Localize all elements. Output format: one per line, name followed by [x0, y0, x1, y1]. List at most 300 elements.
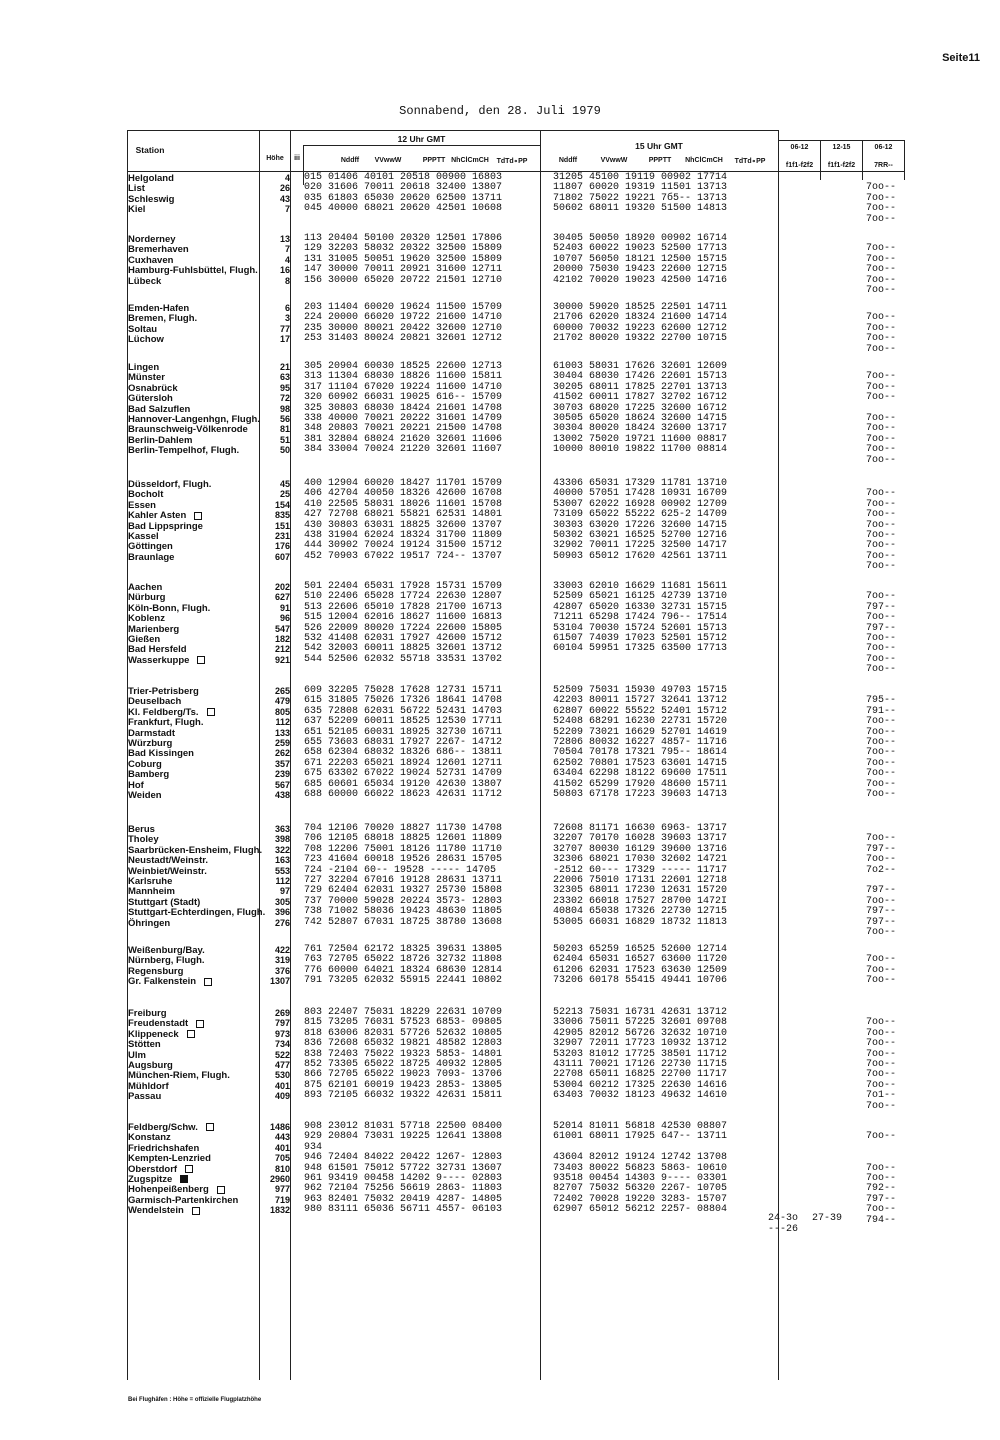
extra-code: 7oo-- — [866, 454, 897, 466]
obs-15utc: 23302 66018 17527 28700 1472I — [553, 895, 728, 907]
station-height: 530 — [274, 1070, 290, 1081]
station-label: Gütersloh — [128, 393, 173, 405]
station-marker-icon — [217, 1186, 225, 1194]
station-name — [128, 334, 164, 345]
obs-15utc: 62907 65012 56212 2257- 08804 — [553, 1204, 728, 1216]
station-label: Berus — [128, 824, 155, 835]
station-label: Kl. Feldberg/Ts. — [128, 706, 199, 718]
extra-code: 7oo-- — [866, 591, 897, 603]
obs-15utc: 32207 70170 16028 39603 13717 — [553, 833, 728, 845]
station-name — [128, 717, 203, 728]
obs-12utc: 313 11304 68030 18826 11600 15811 — [304, 371, 503, 383]
station-name — [128, 1070, 230, 1081]
extra-code: 7oo-- — [866, 768, 897, 780]
station-name — [128, 255, 173, 266]
obs-15utc: 72608 81171 16630 6963- 13717 — [553, 823, 728, 834]
obs-15utc: 73206 60178 55415 49441 10706 — [553, 975, 728, 987]
station-name — [128, 531, 159, 542]
extra-value-c: ---26 — [768, 1224, 799, 1235]
station-name — [128, 945, 205, 956]
station-name — [128, 194, 174, 205]
obs-12utc: 655 73603 68031 17927 2267- 14712 — [304, 737, 503, 748]
obs-12utc: 791 73205 62032 55915 22441 10802 — [304, 975, 503, 987]
station-label: Bamberg — [128, 769, 170, 781]
station-label: Öhringen — [128, 917, 171, 929]
station-label: Friedrichshafen — [128, 1142, 200, 1154]
station-height: 4 — [284, 254, 290, 265]
header-12-vvwww: VVwwW — [374, 157, 402, 164]
obs-12utc: 963 82401 75032 20419 4287- 14805 — [304, 1193, 503, 1205]
station-label: Norderney — [128, 234, 176, 245]
station-name — [128, 592, 165, 603]
station-label: Freudenstadt — [128, 1018, 189, 1030]
extra-code: 797-- — [866, 843, 897, 855]
obs-15utc: 72402 70028 19220 3283- 15707 — [553, 1193, 728, 1205]
station-marker-icon — [187, 1030, 195, 1038]
extra-code: 7oo-- — [866, 1100, 897, 1112]
station-label: Cuxhaven — [128, 254, 174, 266]
extra-code: 7oo-- — [866, 413, 897, 424]
obs-15utc: 70504 70178 17321 795-- 18614 — [553, 747, 728, 759]
obs-12utc: 224 20000 66020 19722 21600 14710 — [304, 312, 503, 324]
station-height: 51 — [279, 434, 290, 445]
obs-12utc: 430 30803 63031 18825 32600 13707 — [304, 519, 503, 531]
station-label: Oberstdorf — [128, 1163, 178, 1175]
obs-15utc: 73109 65022 55222 625-2 14709 — [553, 509, 728, 521]
extra-code: 797-- — [866, 1193, 897, 1205]
obs-12utc: 131 31005 50051 19620 32500 15809 — [304, 253, 503, 265]
station-label: Osnabrück — [128, 382, 178, 394]
extra-code: 7oo-- — [866, 371, 897, 383]
station-name — [128, 500, 156, 511]
station-height: 182 — [274, 634, 290, 644]
station-height: 163 — [274, 855, 290, 866]
station-height: 63 — [279, 372, 290, 383]
obs-15utc: 62807 60022 55522 52401 15712 — [553, 705, 728, 717]
station-height: 81 — [279, 424, 290, 435]
station-name — [128, 1081, 169, 1092]
station-name — [128, 1164, 193, 1175]
station-label: Klippeneck — [128, 1028, 179, 1040]
station-height: 973 — [274, 1028, 290, 1039]
obs-12utc: 305 20904 60030 18525 22600 12713 — [304, 361, 503, 372]
station-height: 269 — [274, 1008, 290, 1018]
station-label: Weißenburg/Bay. — [128, 945, 205, 956]
station-label: Hohenpeißenberg — [128, 1184, 209, 1196]
station-name — [128, 955, 205, 966]
obs-15utc: 20000 75030 19423 22600 12715 — [553, 264, 728, 276]
station-label: Wendelstein — [128, 1205, 184, 1217]
header-12-nddff: Nddff — [340, 157, 360, 164]
obs-15utc: 22006 75010 17131 22601 12718 — [553, 875, 728, 886]
obs-12utc: 803 22407 75031 18229 22631 10709 — [304, 1007, 503, 1018]
station-height: 1832 — [269, 1205, 290, 1216]
obs-12utc: 147 30000 70011 20921 31600 12711 — [304, 264, 503, 276]
extra-code: 7oo-- — [866, 954, 897, 966]
station-name — [128, 1039, 161, 1050]
obs-12utc: 532 41408 62031 17927 42600 15712 — [304, 633, 503, 644]
station-name — [128, 303, 189, 314]
station-label: Lüchow — [128, 334, 164, 346]
obs-12utc: 866 72705 65022 19023 7093- 13706 — [304, 1069, 503, 1081]
extra-code: 7oo-- — [866, 192, 897, 204]
extra-code: 7o1-- — [866, 1090, 897, 1102]
station-name — [128, 313, 197, 324]
obs-12utc: 934 — [304, 1141, 323, 1153]
obs-12utc: 129 32203 58032 20322 32500 15809 — [304, 243, 503, 255]
obs-12utc: 815 73205 76031 57523 6853- 09805 — [304, 1017, 503, 1029]
station-name — [128, 876, 172, 887]
station-name — [128, 769, 169, 780]
header-iii: iii — [294, 155, 300, 162]
station-label: Bad Hersfeld — [128, 644, 187, 656]
obs-12utc: 704 12106 70020 18827 11730 14708 — [304, 823, 503, 834]
station-name — [128, 424, 248, 435]
obs-12utc: 320 60902 66031 19025 616-- 15709 — [304, 392, 503, 404]
obs-12utc: 729 62404 62031 19327 25730 15808 — [304, 885, 503, 897]
station-height: 797 — [274, 1018, 290, 1029]
extra-col-label-1: 06-12 — [790, 144, 809, 151]
station-label: Ulm — [128, 1049, 146, 1061]
station-label: Gr. Falkenstein — [128, 976, 197, 988]
obs-12utc: 609 32205 75028 17628 12731 15711 — [304, 685, 503, 696]
extra-code: 7oo-- — [866, 312, 897, 324]
header-top-line — [127, 130, 778, 131]
header-15-tdtd: TdTd∘PP — [734, 158, 766, 165]
extra-code: 7oo-- — [866, 392, 897, 404]
station-label: Bad Kissingen — [128, 748, 194, 760]
station-name — [128, 780, 144, 791]
extra-code: 7oo-- — [866, 561, 897, 573]
station-height: 151 — [274, 520, 290, 531]
extra-col-label-3: 06-12 — [874, 144, 893, 151]
extra-sub-label-3: 7RR-- — [874, 162, 893, 169]
station-height: 77 — [279, 323, 290, 334]
station-name — [128, 521, 203, 532]
header-12-tdtd: TdTd∘PP — [496, 158, 528, 165]
station-height: 231 — [274, 531, 290, 541]
extra-col-label-2: 12-15 — [832, 144, 851, 151]
obs-15utc: 61001 68011 17925 647-- 13711 — [553, 1131, 728, 1143]
station-height: 305 — [274, 896, 290, 907]
extra-code: 7oo-- — [866, 1038, 897, 1050]
station-height: 7 — [284, 244, 290, 255]
station-name — [128, 276, 161, 287]
obs-12utc: 671 22203 65021 18924 12601 12711 — [304, 757, 503, 769]
obs-12utc: 203 11404 60020 19624 11500 15709 — [304, 302, 503, 313]
extra-value-b: 27-39 — [812, 1213, 843, 1224]
obs-15utc: 42102 70020 19023 42500 14716 — [553, 274, 728, 286]
station-height: 522 — [274, 1049, 290, 1060]
station-height: 97 — [279, 886, 290, 897]
station-name — [128, 183, 145, 194]
obs-15utc: 11807 60020 19319 11501 13713 — [553, 182, 728, 194]
obs-12utc: 513 22606 65010 17828 21700 16713 — [304, 601, 503, 613]
header-15-ppptt: PPPTT — [648, 157, 672, 164]
obs-12utc: 384 33004 70024 21220 32601 11607 — [304, 444, 503, 456]
station-label: Helgoland — [128, 173, 174, 184]
obs-12utc: 893 72105 66032 19322 42631 15811 — [304, 1090, 503, 1102]
station-label: Braunlage — [128, 551, 175, 563]
station-marker-icon — [206, 1123, 214, 1131]
station-height: 319 — [274, 955, 290, 966]
station-height: 6 — [284, 303, 290, 313]
obs-15utc: 30304 80020 18424 32600 13717 — [553, 423, 728, 435]
station-height: 98 — [279, 403, 290, 414]
extra-code: 7oo-- — [866, 964, 897, 976]
page-title: Sonnabend, den 28. Juli 1979 — [399, 104, 601, 118]
obs-15utc: 30404 68030 17426 22601 15713 — [553, 371, 728, 383]
station-height: 479 — [274, 696, 290, 707]
extra-code: 7oo-- — [866, 498, 897, 510]
obs-15utc: 61206 62031 17523 63630 12509 — [553, 964, 728, 976]
station-height: 50 — [279, 445, 290, 456]
extra-code: 7oo-- — [866, 1173, 897, 1184]
obs-12utc: 818 63006 82031 57726 52632 10805 — [304, 1027, 503, 1039]
obs-15utc: 30703 68020 17225 32600 16712 — [553, 402, 728, 414]
extra-value-a: 24-3o — [768, 1213, 799, 1224]
extra-code: 7oo-- — [866, 643, 897, 655]
extra-code: 795-- — [866, 695, 897, 707]
station-height: 239 — [274, 769, 290, 780]
station-height: 176 — [274, 541, 290, 552]
obs-12utc: 838 72403 75022 19323 5853- 14801 — [304, 1048, 503, 1060]
station-name — [128, 445, 239, 456]
obs-15utc: 52209 73021 16629 52701 14619 — [553, 726, 728, 738]
station-height: 401 — [274, 1080, 290, 1091]
station-height: 477 — [274, 1060, 290, 1070]
obs-15utc: 50203 65259 16525 52600 12714 — [553, 944, 728, 955]
obs-12utc: 852 73305 65022 18725 40932 12805 — [304, 1059, 503, 1070]
extra-code: 7oo-- — [866, 1027, 897, 1039]
station-marker-icon — [207, 708, 215, 716]
station-height: 734 — [274, 1039, 290, 1050]
station-marker-icon — [180, 1175, 188, 1183]
obs-15utc: 41502 65299 17920 48600 15711 — [553, 778, 728, 790]
station-height: 357 — [274, 758, 290, 769]
station-name — [128, 244, 189, 255]
station-label: Hamburg-Fuhlsbüttel, Flugh. — [128, 265, 258, 277]
station-name — [128, 404, 190, 415]
page-number: Seite11 — [942, 52, 980, 64]
station-height: 438 — [274, 790, 290, 800]
extra-code: 7oo-- — [866, 285, 897, 296]
station-label: Kassel — [128, 531, 159, 542]
obs-12utc: 675 63302 67022 19024 52731 14709 — [304, 768, 503, 780]
station-name — [128, 634, 160, 645]
obs-12utc: 723 41604 60018 19526 28631 15705 — [304, 854, 503, 866]
obs-12utc: 156 30000 65020 20722 21501 12710 — [304, 274, 503, 286]
extra-code: 7oo-- — [866, 182, 897, 194]
station-height: 45 — [279, 479, 290, 489]
station-label: Weinbiet/Weinstr. — [128, 865, 207, 877]
obs-12utc: 688 60000 66022 18623 42631 11712 — [304, 789, 503, 800]
extra-code: 7oo-- — [866, 927, 897, 938]
station-height: 409 — [274, 1091, 290, 1102]
station-name — [128, 976, 212, 987]
obs-15utc: -2512 60--- 17329 ----- 11717 — [553, 864, 728, 876]
station-label: List — [128, 183, 145, 195]
extra-code: 7oo-- — [866, 1059, 897, 1070]
station-height: 276 — [274, 917, 290, 928]
extra-code: 7oo-- — [866, 757, 897, 769]
extra-code: 7oo-- — [866, 509, 897, 521]
extra-code: 7oo-- — [866, 488, 897, 500]
station-height: 567 — [274, 779, 290, 790]
station-marker-icon — [194, 512, 202, 520]
station-height: 154 — [274, 499, 290, 510]
extra-code: 7oo-- — [866, 895, 897, 907]
station-label: Soltau — [128, 323, 158, 335]
obs-15utc: 22708 65011 16825 22700 11717 — [553, 1069, 728, 1081]
extra-code: 797-- — [866, 601, 897, 613]
obs-12utc: 400 12904 60020 18427 11701 15709 — [304, 478, 503, 489]
obs-12utc: 348 20803 70021 20221 21500 14708 — [304, 423, 503, 435]
obs-12utc: 727 32204 67016 19128 28631 13711 — [304, 875, 503, 886]
extra-code: 7oo-- — [866, 1079, 897, 1091]
obs-15utc: 30000 59020 18525 22501 14711 — [553, 302, 728, 313]
obs-12utc: 113 20404 50100 20320 12501 17806 — [304, 233, 503, 244]
obs-15utc: 52403 60022 19023 52500 17713 — [553, 243, 728, 255]
obs-15utc: 21702 80020 19322 22700 10715 — [553, 333, 728, 345]
station-label: Gießen — [128, 634, 161, 645]
station-height: 212 — [274, 644, 290, 655]
header-12utc: 12 Uhr GMT — [397, 134, 446, 144]
obs-12utc: 325 30803 68030 18424 21601 14708 — [304, 402, 503, 414]
group12-underline — [303, 145, 540, 146]
obs-15utc: 52014 81011 56818 42530 08807 — [553, 1121, 728, 1132]
obs-15utc: 52509 65021 16125 42739 13710 — [553, 591, 728, 603]
station-height: 95 — [279, 382, 290, 393]
station-name — [128, 738, 172, 749]
station-name — [128, 613, 165, 624]
station-name — [128, 644, 187, 655]
station-name — [128, 204, 145, 215]
obs-12utc: 444 30902 70024 19124 31500 15712 — [304, 540, 503, 552]
station-height: 396 — [274, 907, 290, 918]
obs-12utc: 763 72705 65022 18726 32732 11808 — [304, 954, 503, 966]
obs-12utc: 929 20804 73031 19225 12641 13808 — [304, 1131, 503, 1143]
obs-15utc: 30405 50050 18920 00902 16714 — [553, 233, 728, 244]
station-label: Braunschweig-Völkenrode — [128, 424, 248, 436]
obs-12utc: 452 70903 67022 19517 724-- 13707 — [304, 550, 503, 562]
obs-15utc: 52213 75031 16731 42631 13712 — [553, 1007, 728, 1018]
obs-12utc: 875 62101 60019 19423 2853- 13805 — [304, 1079, 503, 1091]
obs-15utc: 33006 75011 57225 32601 09708 — [553, 1017, 728, 1029]
extra-code: 797-- — [866, 622, 897, 634]
extra-code: 7oo-- — [866, 1131, 897, 1143]
extra-code: 7oo-- — [866, 833, 897, 845]
extra-code: 7oo-- — [866, 203, 897, 215]
extra-code: 7oo-- — [866, 433, 897, 445]
station-name — [128, 696, 181, 707]
station-name — [128, 1122, 214, 1133]
obs-15utc: 30205 68011 17825 22701 13713 — [553, 381, 728, 393]
extra-code: 7oo-- — [866, 343, 897, 355]
obs-12utc: 526 22009 80020 17224 22600 15805 — [304, 622, 503, 634]
obs-15utc: 53203 81012 17725 38501 11712 — [553, 1048, 728, 1060]
station-height: 921 — [274, 654, 290, 665]
obs-15utc: 43604 82012 19124 12742 13708 — [553, 1152, 728, 1164]
station-height: 835 — [274, 510, 290, 521]
station-height: 4 — [284, 173, 290, 183]
obs-12utc: 542 32003 60011 18825 32601 13712 — [304, 643, 503, 655]
station-name — [128, 748, 194, 759]
station-height: 72 — [279, 393, 290, 404]
station-label: Weiden — [128, 790, 162, 801]
station-label: Coburg — [128, 758, 162, 770]
obs-15utc: 13002 75020 19721 11600 08817 — [553, 433, 728, 445]
station-name — [128, 1174, 188, 1185]
table-right-border — [904, 140, 905, 180]
header-12-ppptt: PPPTT — [422, 157, 446, 164]
station-label: Passau — [128, 1091, 162, 1103]
obs-12utc: 658 62304 68032 18326 686-- 13811 — [304, 747, 503, 759]
extra-code: 7oo-- — [866, 519, 897, 531]
station-height: 376 — [274, 965, 290, 976]
obs-15utc: 61003 58031 17626 32601 12609 — [553, 361, 728, 372]
extra-code: 797-- — [866, 916, 897, 928]
station-name — [128, 541, 173, 552]
obs-12utc: 737 70000 59028 20224 3573- 12803 — [304, 895, 503, 907]
station-name — [128, 1153, 211, 1164]
header-15-nddff: Nddff — [558, 157, 578, 164]
station-name — [128, 966, 183, 977]
station-name — [128, 655, 205, 666]
obs-15utc: 50803 67178 17223 39603 14713 — [553, 789, 728, 800]
obs-12utc: 761 72504 62172 18325 39631 13805 — [304, 944, 503, 955]
obs-15utc: 52408 68291 16230 22731 15720 — [553, 716, 728, 728]
station-height: 112 — [275, 717, 290, 728]
extra-header-top-line — [778, 140, 904, 141]
obs-15utc: 43111 70021 17126 22730 11715 — [553, 1059, 728, 1070]
obs-15utc: 10707 56050 18121 12500 15715 — [553, 253, 728, 265]
obs-15utc: 53104 70030 15724 52601 15713 — [553, 622, 728, 634]
obs-15utc: 32306 68021 17030 32602 14721 — [553, 854, 728, 866]
station-name — [128, 834, 159, 845]
station-height: 553 — [274, 865, 290, 876]
station-height: 627 — [274, 592, 290, 603]
extra-code: 7oo-- — [866, 789, 897, 800]
obs-15utc: 63403 70032 18123 49632 14610 — [553, 1090, 728, 1102]
station-label: Mannheim — [128, 886, 175, 898]
header-15-nhcl: NhClCmCH — [685, 157, 723, 164]
extra-code: 7oo-- — [866, 737, 897, 748]
station-label: Wasserkuppe — [128, 654, 190, 666]
station-label: Feldberg/Schw. — [128, 1122, 198, 1133]
obs-12utc: 742 52807 67031 18725 38780 13608 — [304, 916, 503, 928]
obs-12utc: 510 22406 65028 17724 22630 12807 — [304, 591, 503, 603]
station-label: Lingen — [128, 362, 160, 373]
obs-12utc: 980 83111 65036 56711 4557- 06103 — [304, 1204, 503, 1216]
obs-15utc: 53005 66031 16829 18732 11813 — [553, 916, 728, 928]
obs-12utc: 438 31904 62024 18324 31700 11809 — [304, 530, 503, 541]
station-height: 133 — [274, 727, 290, 738]
station-label: Hof — [128, 779, 144, 791]
station-name — [128, 383, 178, 394]
station-name — [128, 234, 176, 245]
obs-12utc: 651 52105 60031 18925 32730 16711 — [304, 726, 503, 738]
extra-code: 797-- — [866, 906, 897, 918]
station-height: 1307 — [269, 976, 290, 987]
station-name — [128, 790, 162, 801]
extra-code: 7oo-- — [866, 322, 897, 334]
station-label: Tholey — [128, 834, 159, 846]
extra-code: 7oo-- — [866, 381, 897, 393]
extra-code: 791-- — [866, 705, 897, 717]
station-height: 2960 — [269, 1174, 290, 1184]
station-label: Düsseldorf, Flugh. — [128, 479, 212, 490]
